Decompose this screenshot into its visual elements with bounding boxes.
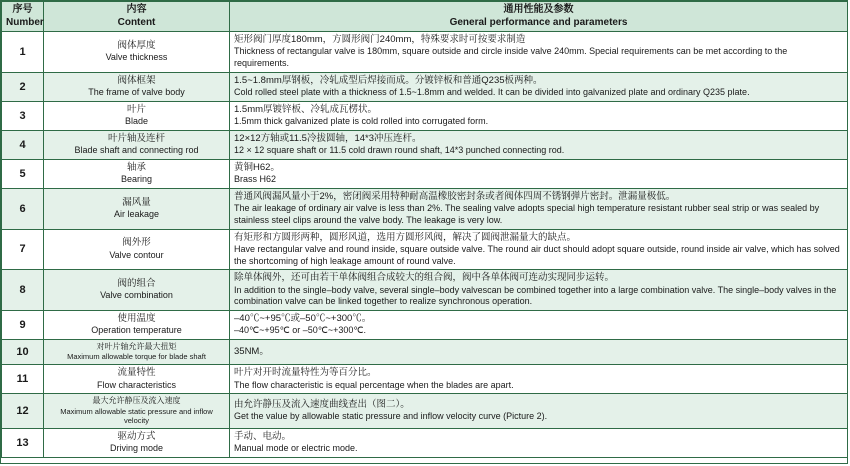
column-header-number (2, 2, 44, 32)
row-parameters (230, 72, 848, 101)
row-number: 3 (2, 101, 44, 130)
row-content (44, 429, 230, 458)
row-parameters (230, 429, 848, 458)
table-row (2, 159, 848, 188)
column-header-parameters (230, 2, 848, 32)
row-content-en: Valve thickness (105, 52, 168, 63)
table-row (2, 394, 848, 429)
column-header-parameters-cn: 通用性能及参数 (503, 4, 574, 15)
row-content-en: Bearing (120, 174, 153, 185)
row-number: 6 (2, 188, 44, 229)
row-parameters-en: The flow characteristic is equal percentage when the blades are apart. (234, 379, 514, 390)
row-number: 1 (2, 32, 44, 73)
row-content (44, 32, 230, 73)
row-content-cn: 漏风量 (122, 196, 151, 208)
row-content-en: Maximum allowable static pressure and inflow velocity (60, 406, 213, 426)
row-content (44, 311, 230, 340)
row-parameters-cn: 由允许静压及流入速度曲线查出（图二）。 (234, 399, 410, 411)
row-number: 8 (2, 270, 44, 311)
row-parameters-cn: 除单体阀外，还可由若干单体阀组合成较大的组合阀，阀中各单体阀可连动实现同步运转。 (234, 272, 615, 284)
row-content (44, 101, 230, 130)
table-header-row (2, 2, 848, 32)
row-number: 4 (2, 130, 44, 159)
row-parameters-cn: 矩形阀门厚度180mm，方圆形阀门240mm，特殊要求时可按要求制造 (234, 34, 526, 45)
row-parameters-en: Have rectangular valve and round inside, square outside valve. The round air duct should adopt square outside, round inside air valve, which has solved the shortcoming of high leakage amount of round valve. (234, 243, 840, 266)
row-number: 7 (2, 229, 44, 270)
row-parameters (230, 101, 848, 130)
row-parameters (230, 159, 848, 188)
table-row (2, 311, 848, 340)
row-content-en: Maximum allowable torque for blade shaft (67, 352, 206, 362)
row-content-en: Valve combination (100, 290, 173, 301)
row-parameters (230, 340, 848, 365)
row-number: 13 (2, 429, 44, 458)
row-content (44, 159, 230, 188)
table-row (2, 365, 848, 394)
row-parameters (230, 130, 848, 159)
row-parameters (230, 32, 848, 73)
table-row (2, 32, 848, 73)
row-parameters (230, 365, 848, 394)
table-header (2, 2, 848, 32)
table-row (2, 270, 848, 311)
row-parameters (230, 188, 848, 229)
column-header-content (44, 2, 230, 32)
row-parameters (230, 229, 848, 270)
table-row (2, 72, 848, 101)
row-parameters-en: 1.5mm thick galvanized plate is cold rolled into corrugated form. (234, 116, 489, 127)
row-content (44, 365, 230, 394)
row-parameters-en: Thickness of rectangular valve is 180mm, square outside and circle inside valve 240mm. Special requirements can be met according to the requirements. (234, 46, 788, 69)
table-body (2, 32, 848, 458)
row-parameters-cn: 35NM。 (234, 345, 269, 357)
row-parameters-cn: 1.5~1.8mm厚钢板，冷轧成型后焊接而成。分镀锌板和普通Q235板两种。 (234, 74, 543, 86)
column-header-number-en: Number (6, 16, 44, 28)
row-number: 9 (2, 311, 44, 340)
column-header-content-en: Content (117, 16, 156, 28)
table-row (2, 188, 848, 229)
column-header-number-cn: 序号 (12, 4, 33, 15)
row-parameters-cn: –40℃~+95℃或–50℃~+300℃。 (234, 313, 372, 324)
row-parameters-cn: 1.5mm厚镀锌板、冷轧成瓦楞状。 (234, 103, 378, 115)
row-content-cn: 驱动方式 (117, 431, 156, 443)
table-row (2, 429, 848, 458)
row-content-cn: 轴承 (126, 161, 146, 173)
row-parameters-cn: 有矩形和方圆形两种，圆形风道，选用方圆形风阀，解决了圆阀泄漏量大的缺点。 (234, 231, 577, 243)
row-content-en: The frame of valve body (88, 87, 185, 98)
row-content-cn: 最大允许静压及流入速度 (92, 396, 181, 406)
row-number: 5 (2, 159, 44, 188)
row-content-cn: 使用温度 (117, 313, 156, 324)
row-content-cn: 阀体框架 (117, 74, 156, 86)
specification-table (1, 1, 848, 458)
row-content-cn: 阀的组合 (117, 278, 156, 290)
row-parameters (230, 311, 848, 340)
row-number: 2 (2, 72, 44, 101)
row-parameters-cn: 叶片对开时流量特性为等百分比。 (234, 367, 377, 379)
row-content-en: Air leakage (113, 209, 160, 220)
row-content (44, 188, 230, 229)
row-content-cn: 叶片轴及连杆 (107, 132, 165, 144)
row-parameters-cn: 普通风阀漏风量小于2%，密闭阀采用特种耐高温橡胶密封条或者阀体四周不锈钢弹片密封。泄漏量极低。 (234, 190, 676, 202)
row-parameters-en: 12 × 12 square shaft or 11.5 cold drawn round shaft, 14*3 punched connecting rod. (234, 145, 565, 156)
row-content-en: Blade shaft and connecting rod (74, 145, 199, 156)
row-content (44, 72, 230, 101)
row-content (44, 130, 230, 159)
row-number: 11 (2, 365, 44, 394)
row-content-cn: 阀体厚度 (117, 39, 156, 51)
row-parameters-en: –40℃~+95℃ or –50℃~+300℃. (234, 325, 367, 336)
row-parameters-en: The air leakage of ordinary air valve is less than 2%. The sealing valve adopts special high temperature resistant rubber seal strip or was sealed by stainless steel clips around the valve body. The leakage is very low. (234, 203, 820, 225)
row-content-cn: 流量特性 (117, 367, 156, 379)
row-content-en: Blade (124, 116, 149, 127)
column-header-content-cn: 内容 (126, 4, 147, 15)
row-number: 12 (2, 394, 44, 429)
row-parameters-cn: 黄铜H62。 (234, 161, 280, 173)
row-parameters (230, 270, 848, 311)
table-row (2, 229, 848, 270)
row-parameters-en: Manual mode or electric mode. (234, 443, 358, 454)
table-row (2, 130, 848, 159)
row-parameters-en: Brass H62 (234, 174, 277, 185)
row-content-en: Flow characteristics (96, 379, 177, 390)
row-parameters-en: Cold rolled steel plate with a thickness of 1.5~1.8mm and welded. It can be divided into galvanized plate and ordinary Q235 plate. (234, 87, 750, 98)
column-header-parameters-en: General performance and parameters (449, 16, 628, 28)
row-content-cn: 阀外形 (122, 237, 151, 249)
row-content (44, 340, 230, 365)
row-content-en: Operation temperature (91, 325, 182, 336)
row-parameters-en: Get the value by allowable static pressure and inflow velocity curve (Picture 2). (234, 411, 548, 422)
row-content-en: Valve contour (109, 249, 164, 260)
row-parameters (230, 394, 848, 429)
row-number: 10 (2, 340, 44, 365)
row-content (44, 229, 230, 270)
row-content (44, 270, 230, 311)
table-row (2, 101, 848, 130)
row-content-en: Driving mode (109, 443, 164, 454)
row-parameters-cn: 12×12方轴或11.5冷拔圆轴，14*3冲压连杆。 (234, 132, 422, 144)
row-parameters-cn: 手动、电动。 (234, 431, 292, 443)
row-content (44, 394, 230, 429)
row-parameters-en: In addition to the single–body valve, several single–body valvescan be combined together into a large combination valve. The single–body valves in the combination valve can be linked together to realize synchronous operation. (234, 284, 837, 307)
row-content-cn: 叶片 (126, 103, 146, 115)
table-row (2, 340, 848, 365)
row-content-cn: 对叶片轴允许最大扭矩 (96, 342, 177, 352)
